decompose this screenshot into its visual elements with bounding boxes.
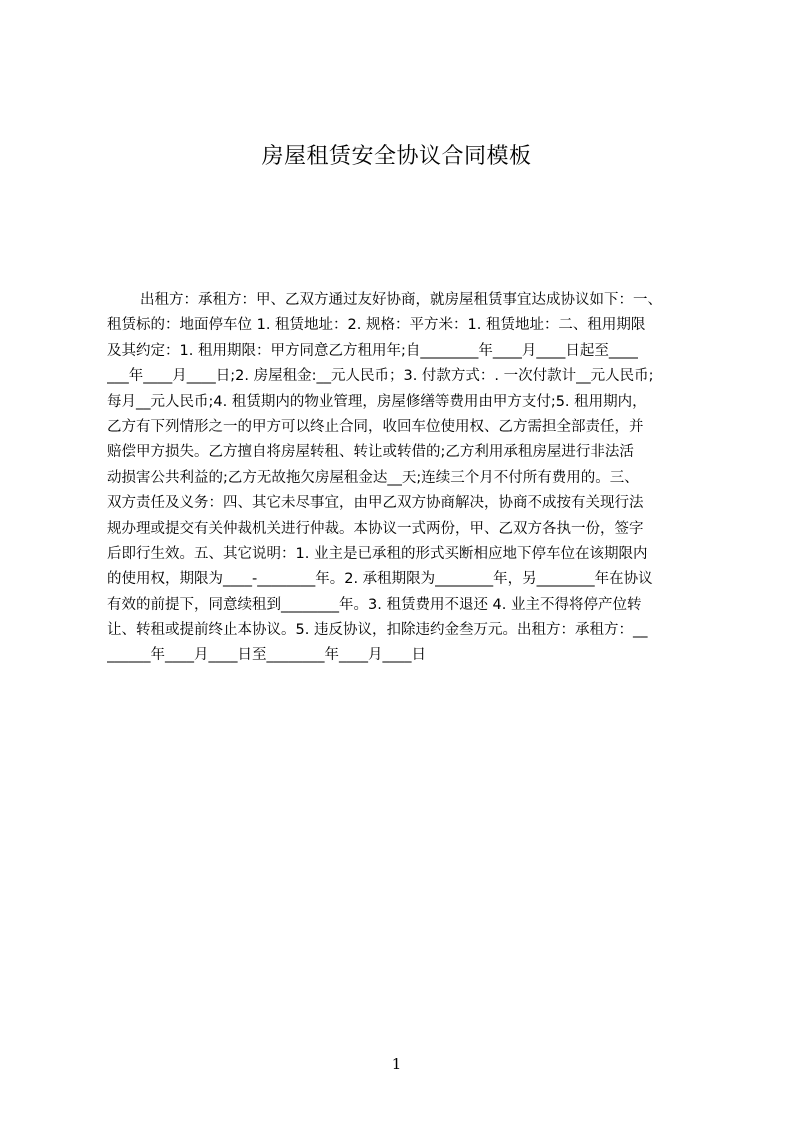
body-line: 出租方：承租方：甲、乙双方通过友好协商，就房屋租赁事宜达成协议如下：一、 [140, 292, 662, 308]
body-line: 每月__元人民币;4. 租赁期内的物业管理，房屋修缮等费用由甲方支付;5. 租用期内， [107, 393, 647, 410]
page-number: 1 [391, 1055, 402, 1073]
body-line: 双方责任及义务：四、其它未尽事宜，由甲乙双方协商解决，协商不成按有关现行法 [107, 495, 644, 512]
body-line: 动损害公共利益的;乙方无故拖欠房屋租金达__天;连续三个月不付所有费用的。三、 [107, 469, 639, 486]
contract-body [107, 288, 700, 669]
body-line: 有效的前提下，同意续租到________年。3. 租赁费用不退还 4. 业主不得将停产位转 [107, 596, 642, 613]
body-line: 规办理或提交有关仲裁机关进行仲裁。本协议一式两份，甲、乙双方各执一份，签字 [107, 520, 644, 537]
body-line: 乙方有下列情形之一的甲方可以终止合同，收回车位使用权、乙方需担全部责任，并 [107, 418, 644, 435]
body-line: 后即行生效。五、其它说明：1. 业主是已承租的形式买断相应地下停车位在该期限内 [107, 545, 648, 562]
body-line: ___年____月____日;2. 房屋租金:__元人民币；3. 付款方式：. 一次付款计__元人民币; [107, 368, 654, 385]
body-line: 赔偿甲方损失。乙方擅自将房屋转租、转让或转借的;乙方利用承租房屋进行非法活 [107, 444, 634, 461]
body-line: 让、转租或提前终止本协议。5. 违反协议，扣除违约金叁万元。出租方：承租方：__ [107, 622, 648, 639]
document-title: 房屋租赁安全协议合同模板 [261, 144, 532, 169]
body-line: 租赁标的：地面停车位 1. 租赁地址：2. 规格：平方米：1. 租赁地址：二、租用期限 [107, 317, 646, 334]
body-line: ______年____月____日至________年____月____日 [107, 647, 426, 664]
body-line: 的使用权，期限为____-________年。2. 承租期限为________年，另________年在协议 [107, 571, 653, 588]
body-line: 及其约定：1. 租用期限：甲方同意乙方租用年;自________年____月____日起至____ [107, 342, 638, 359]
